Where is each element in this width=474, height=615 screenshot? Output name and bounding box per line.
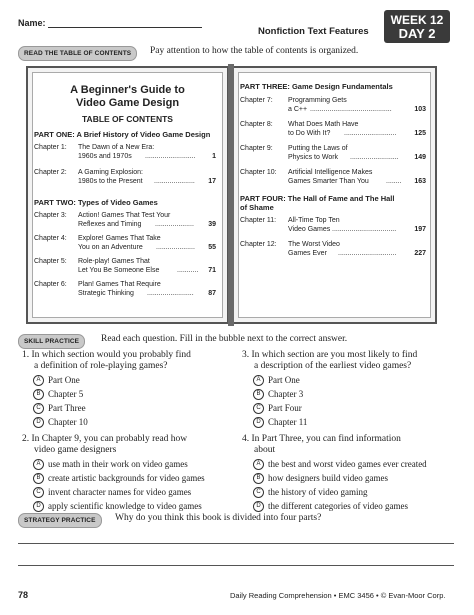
- book-title: [30, 84, 225, 110]
- answer-bubble[interactable]: C: [33, 403, 44, 414]
- chapter-title-line2: Reflexes and Timing: [78, 221, 142, 228]
- answer-text: Part Three: [48, 403, 86, 413]
- answer-bubble[interactable]: B: [253, 473, 264, 484]
- answer-bubble[interactable]: D: [253, 501, 264, 512]
- chapter-page: 197: [414, 226, 426, 233]
- answer-text: Part One: [268, 375, 300, 385]
- chapter-title-line1: A Gaming Explosion:: [78, 169, 143, 176]
- answer-text: how designers build video games: [268, 473, 388, 483]
- toc-entry: Chapter 11: All-Time Top Ten Video Games ................................. 197: [240, 217, 426, 233]
- question-3: [242, 350, 457, 372]
- name-line[interactable]: [48, 27, 202, 28]
- question-text: 2. In Chapter 9, you can probably read how: [22, 434, 188, 444]
- chapter-page: 227: [414, 250, 426, 257]
- chapter-title-line1: Explore! Games That Take: [78, 235, 161, 242]
- answer-bubble[interactable]: D: [253, 417, 264, 428]
- chapter-title-line1: All-Time Top Ten: [288, 217, 340, 224]
- chapter-page: 149: [414, 154, 426, 161]
- chapter-page: 55: [208, 244, 216, 251]
- question-text: a description of the earliest video games?: [254, 361, 412, 371]
- week-label: WEEK 12: [390, 13, 444, 27]
- chapter-title-line1: Plan! Games That Require: [78, 281, 161, 288]
- chapter-label: Chapter 5:: [34, 258, 67, 265]
- answer-bubble[interactable]: B: [33, 473, 44, 484]
- toc-entry: Chapter 7: Programming Gets a C++ .......................................... 103: [240, 97, 426, 113]
- chapter-title-line2: a C++: [288, 106, 308, 113]
- toc-entry: Chapter 2: A Gaming Explosion: 1980s to the Present ..................... 17: [34, 169, 216, 185]
- chapter-title-line1: What Does Math Have: [288, 121, 359, 128]
- toc-entry: Chapter 12: The Worst Video Games Ever .............................. 227: [240, 241, 426, 257]
- chapter-title-line2: Physics to Work: [288, 154, 339, 161]
- answer-bubble[interactable]: C: [253, 487, 264, 498]
- answer-text: apply scientific knowledge to video games: [48, 501, 202, 511]
- answer-bubble[interactable]: D: [33, 417, 44, 428]
- chapter-label: Chapter 7:: [240, 97, 273, 104]
- answer-bubble[interactable]: B: [253, 389, 264, 400]
- answer-text: Part Four: [268, 403, 302, 413]
- strategy-practice-label: STRATEGY PRACTICE: [18, 513, 102, 528]
- answer-text: invent character names for video games: [48, 487, 192, 497]
- question-text: video game designers: [34, 445, 117, 455]
- book-spine: [228, 64, 234, 326]
- answer-bubble[interactable]: A: [33, 459, 44, 470]
- chapter-title-line2: You on an Adventure: [78, 244, 143, 251]
- read-toc-instruction: Pay attention to how the table of contents is organized.: [150, 46, 359, 56]
- answer-text: the history of video gaming: [268, 487, 368, 497]
- answer-line[interactable]: [18, 543, 454, 544]
- question-text: 1. In which section would you probably find: [22, 350, 191, 360]
- chapter-title-line2: 1960s and 1970s: [78, 153, 132, 160]
- chapter-page: 103: [414, 106, 426, 113]
- chapter-label: Chapter 8:: [240, 121, 273, 128]
- read-toc-label: READ THE TABLE OF CONTENTS: [18, 46, 137, 61]
- chapter-page: 1: [212, 153, 216, 160]
- chapter-label: Chapter 4:: [34, 235, 67, 242]
- toc-entry: Chapter 8: What Does Math Have to Do With It? ........................... 125: [240, 121, 426, 137]
- answer-text: Chapter 10: [48, 417, 88, 427]
- chapter-title-line1: The Dawn of a New Era:: [78, 144, 155, 151]
- chapter-page: 87: [208, 290, 216, 297]
- toc-heading: TABLE OF CONTENTS: [82, 114, 173, 124]
- toc-entry: Chapter 3: Action! Games That Test Your Reflexes and Timing .................... 39: [34, 212, 216, 228]
- answer-bubble[interactable]: A: [253, 459, 264, 470]
- chapter-label: Chapter 3:: [34, 212, 67, 219]
- chapter-page: 125: [414, 130, 426, 137]
- answer-text: Part One: [48, 375, 80, 385]
- chapter-page: 71: [208, 267, 216, 274]
- chapter-label: Chapter 1:: [34, 144, 67, 151]
- question-text: a definition of role-playing games?: [34, 361, 168, 371]
- answer-bubble[interactable]: C: [33, 487, 44, 498]
- answer-text: the best and worst video games ever created: [268, 459, 427, 469]
- answer-text: create artistic backgrounds for video games: [48, 473, 205, 483]
- week-day-badge: [384, 10, 450, 43]
- chapter-title-line1: Action! Games That Test Your: [78, 212, 171, 219]
- day-label: DAY 2: [398, 26, 436, 41]
- chapter-label: Chapter 11:: [240, 217, 277, 224]
- chapter-title-line2: 1980s to the Present: [78, 178, 143, 185]
- answer-text: Chapter 3: [268, 389, 304, 399]
- toc-entry: Chapter 1: The Dawn of a New Era: 1960s and 1970s .......................... 1: [34, 144, 216, 160]
- chapter-page: 39: [208, 221, 216, 228]
- part-four-title-line1: PART FOUR: The Hall of Fame and The Hall: [240, 194, 395, 203]
- chapter-title-line2: Video Games: [288, 226, 331, 233]
- question-text: 4. In Part Three, you can find information: [242, 434, 401, 444]
- toc-entry: Chapter 4: Explore! Games That Take You on an Adventure .................... 55: [34, 235, 216, 251]
- answer-text: use math in their work on video games: [48, 459, 188, 469]
- chapter-page: 163: [414, 178, 426, 185]
- chapter-label: Chapter 10:: [240, 169, 277, 176]
- book-title-line1: A Beginner's Guide to: [70, 84, 185, 96]
- chapter-title-line2: Games Ever: [288, 250, 327, 257]
- chapter-title-line2: Strategic Thinking: [78, 290, 134, 297]
- chapter-title-line1: The Worst Video: [288, 241, 340, 248]
- question-text: about: [254, 445, 276, 455]
- skill-practice-instruction: Read each question. Fill in the bubble next to the correct answer.: [101, 334, 348, 344]
- chapter-title-line1: Putting the Laws of: [288, 145, 348, 152]
- part-four-title-line2: of Shame: [240, 203, 274, 212]
- strategy-practice-instruction: Why do you think this book is divided into four parts?: [115, 513, 322, 523]
- chapter-label: Chapter 12:: [240, 241, 277, 248]
- chapter-title-line1: Artificial Intelligence Makes: [288, 169, 373, 176]
- book-title-line2: Video Game Design: [75, 97, 180, 109]
- page-number: 78: [18, 590, 29, 600]
- question-4: [242, 434, 457, 456]
- question-1: [22, 350, 227, 372]
- part-one-title: PART ONE: A Brief History of Video Game Design: [34, 130, 211, 139]
- part-three-title: PART THREE: Game Design Fundamentals: [240, 82, 393, 91]
- skill-practice-label: SKILL PRACTICE: [18, 334, 85, 349]
- answer-bubble[interactable]: C: [253, 403, 264, 414]
- answer-bubble[interactable]: A: [33, 375, 44, 386]
- toc-entry: Chapter 6: Plan! Games That Require Strategic Thinking ........................ 87: [34, 281, 216, 297]
- name-label: Name:: [18, 18, 46, 28]
- section-title: Nonfiction Text Features: [258, 26, 369, 37]
- toc-entry: Chapter 5: Role-play! Games That Let You Be Someone Else ........... 71: [34, 258, 216, 274]
- question-2: [22, 434, 227, 456]
- chapter-title-line2: Let You Be Someone Else: [78, 267, 160, 274]
- part-two-title: PART TWO: Types of Video Games: [34, 198, 158, 207]
- chapter-label: Chapter 6:: [34, 281, 67, 288]
- answer-bubble[interactable]: D: [33, 501, 44, 512]
- chapter-label: Chapter 9:: [240, 145, 273, 152]
- answer-text: Chapter 11: [268, 417, 308, 427]
- toc-entry: Chapter 10: Artificial Intelligence Makes Games Smarter Than You ........ 163: [240, 169, 426, 185]
- answer-bubble[interactable]: B: [33, 389, 44, 400]
- answer-line[interactable]: [18, 565, 454, 566]
- answer-bubble[interactable]: A: [253, 375, 264, 386]
- chapter-title-line2: Games Smarter Than You: [288, 178, 369, 185]
- footer-credit: Daily Reading Comprehension • EMC 3456 • © Evan-Moor Corp.: [230, 591, 446, 600]
- chapter-title-line2: to Do With It?: [288, 130, 331, 137]
- question-text: 3. In which section are you most likely to find: [242, 350, 418, 360]
- answer-text: Chapter 5: [48, 389, 84, 399]
- chapter-title-line1: Role-play! Games That: [78, 258, 150, 265]
- toc-entry: Chapter 9: Putting the Laws of Physics to Work ......................... 149: [240, 145, 426, 161]
- chapter-title-line1: Programming Gets: [288, 97, 347, 104]
- chapter-label: Chapter 2:: [34, 169, 67, 176]
- toc-book: [26, 66, 437, 324]
- part-four-title: [240, 194, 394, 212]
- chapter-page: 17: [208, 178, 216, 185]
- answer-text: the different categories of video games: [268, 501, 409, 511]
